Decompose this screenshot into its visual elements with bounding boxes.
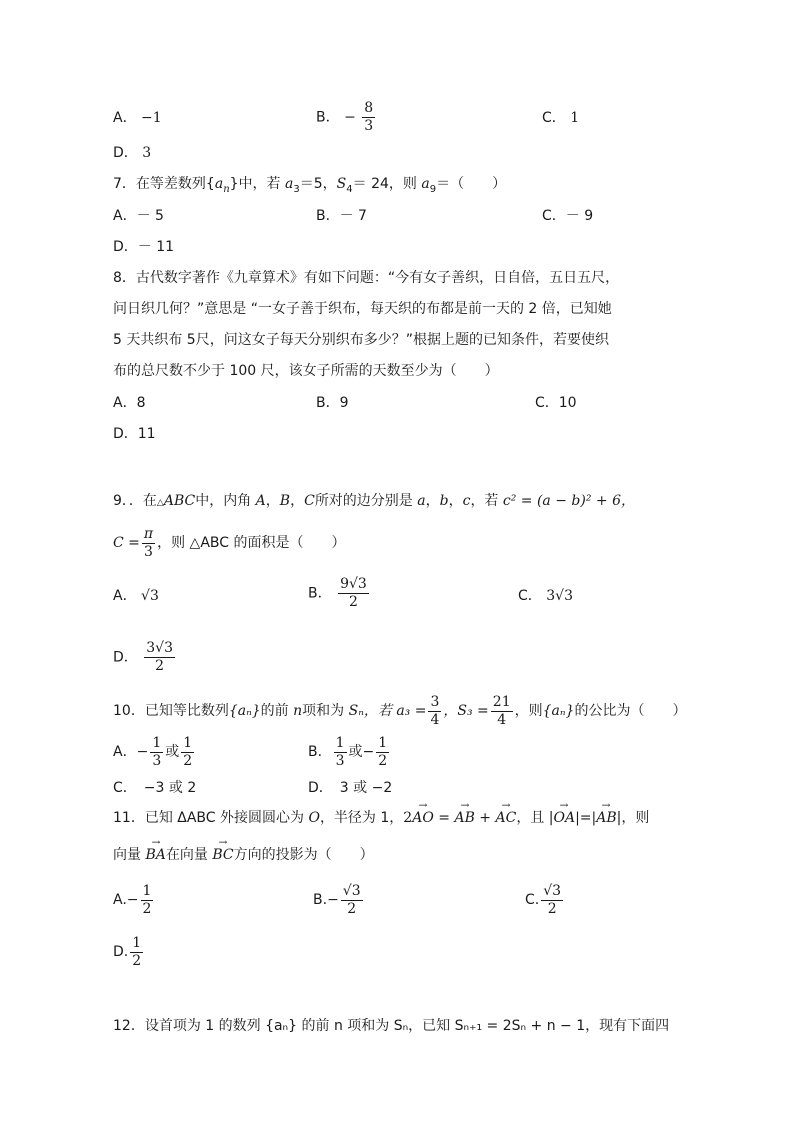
option-label: A． — [113, 588, 137, 604]
q10-option-d: D． 3 或 −2 — [308, 780, 393, 796]
text: ＝ 24，则 — [352, 176, 422, 192]
numerator: 1 — [142, 882, 152, 899]
fraction — [376, 735, 389, 770]
triangle-symbol: △ — [156, 498, 164, 508]
math-var: {aₙ} — [228, 703, 261, 719]
numerator: 1 — [132, 934, 142, 951]
numerator: 8 — [364, 100, 374, 116]
option-sign: − — [327, 892, 339, 908]
vector-ab: → AB — [454, 808, 474, 828]
equation: C = — [113, 535, 140, 551]
vector-bc: → BC — [212, 845, 233, 865]
text: ，且 | — [516, 810, 554, 826]
denominator: 2 — [155, 658, 165, 674]
q8-option-b: B．9 — [316, 395, 349, 411]
question-11-line2 — [113, 845, 374, 865]
denominator: 2 — [348, 594, 358, 610]
fraction — [334, 735, 347, 770]
numerator: 1 — [152, 734, 162, 751]
numerator: 1 — [335, 734, 345, 751]
text: 的前 — [260, 703, 294, 719]
question-11-line1 — [113, 808, 649, 828]
q6-option-d — [113, 143, 151, 163]
option-label: C. — [525, 892, 540, 908]
text: 11．已知 ΔABC 外接圆圆心为 — [113, 810, 309, 826]
q8-option-c: C．10 — [535, 395, 577, 411]
math-var: a — [214, 176, 224, 192]
math-var: B — [279, 493, 291, 509]
fraction — [181, 735, 194, 770]
option-label: B. — [313, 892, 328, 908]
math-var: a — [285, 176, 294, 192]
fraction — [144, 640, 175, 675]
q10-option-c: C． −3 或 2 — [113, 780, 197, 796]
q11-option-a — [113, 880, 155, 920]
fraction — [338, 576, 369, 611]
fraction — [491, 694, 513, 729]
numerator: 1 — [378, 734, 388, 751]
math-var: n — [293, 703, 303, 719]
equation: ，若 a₃ = — [363, 703, 427, 719]
math-var: a — [417, 493, 426, 509]
text: ，则 — [514, 703, 543, 719]
text: 7．在等差数列{ — [113, 176, 215, 192]
vector-ba: → BA — [145, 845, 165, 865]
math-var: b — [439, 493, 449, 509]
numerator: π — [143, 525, 154, 542]
text: 或 — [165, 744, 180, 760]
q7-option-d: D．－ 11 — [113, 239, 175, 255]
q10-option-b — [308, 732, 391, 772]
fraction — [150, 735, 163, 770]
text: 方向的投影为（ ） — [233, 847, 374, 863]
text: }中，若 — [229, 176, 285, 192]
math-var: {aₙ} — [542, 703, 575, 719]
question-9-line2 — [113, 523, 346, 563]
vector-ac: → AC — [496, 808, 517, 828]
vector-oa: → OA — [554, 808, 576, 828]
option-label: C． — [542, 110, 566, 126]
option-label: A． — [113, 744, 137, 760]
numerator: √3 — [342, 882, 361, 899]
denominator: 3 — [152, 752, 162, 769]
q11-option-b — [313, 880, 365, 920]
option-sign: − — [126, 892, 139, 908]
text: 项和为 — [302, 703, 349, 719]
numerator: 9√3 — [340, 576, 367, 592]
fraction — [428, 694, 441, 729]
text: 在向量 — [165, 847, 213, 863]
text: ＝（ ） — [436, 176, 507, 192]
q9-option-c — [518, 586, 573, 606]
subscript: n — [223, 183, 230, 195]
text: ，半径为 1， — [319, 810, 404, 826]
equation: c² = (a − b)² + 6， — [502, 493, 635, 509]
math-var: S — [336, 176, 347, 192]
equation: ，S₃ = — [443, 703, 489, 719]
option-label: D． — [113, 649, 138, 666]
q7-option-b: B．－ 7 — [316, 208, 367, 224]
math-var: a — [421, 176, 430, 192]
text: 9．．在 — [113, 493, 157, 509]
option-value: −1 — [141, 110, 162, 126]
fraction — [341, 883, 363, 918]
question-8-line4: 布的总尺数不少于 100 尺，该女子所需的天数至少为（ ） — [113, 363, 499, 379]
denominator: 2 — [132, 952, 142, 969]
question-9-line1: 9．．在△ABC中，内角 A，B，C所对的边分别是 a，b，c，若 c² = (a − b)² + 6， — [113, 493, 635, 509]
math-var: Sₙ — [348, 703, 364, 719]
q9-option-b — [308, 576, 371, 611]
text: 中，内角 — [195, 493, 256, 509]
math-var: O — [308, 810, 320, 826]
operator: + — [474, 810, 496, 826]
q7-option-a: A．－ 5 — [113, 208, 164, 224]
question-8-line3: 5 天共织布 5尺，问这女子每天分别织布多少？”根据上题的已知条件，若要使织 — [113, 332, 609, 348]
vector-ab: → AB — [596, 808, 616, 828]
numerator: 1 — [183, 734, 193, 751]
text: 所对的边分别是 — [314, 493, 418, 509]
option-label: C． — [518, 588, 542, 604]
fraction — [130, 935, 143, 970]
text: 10．已知等比数列 — [113, 703, 229, 719]
denominator: 3 — [144, 543, 153, 560]
option-label: B． — [316, 109, 340, 126]
option-value: 3 — [142, 145, 152, 161]
q9-option-d — [113, 640, 177, 675]
q10-option-a — [113, 732, 196, 772]
q7-option-c: C．－ 9 — [542, 208, 594, 224]
text: ，则 △ABC 的面积是（ ） — [157, 535, 346, 551]
question-8-line1: 8．古代数字著作《九章算术》有如下问题：“今有女子善织，日自倍，五日五尺， — [113, 270, 620, 286]
text: ，若 — [470, 493, 503, 509]
option-sign: − — [344, 109, 356, 126]
text: 或− — [348, 744, 375, 760]
question-10-stem — [113, 691, 686, 731]
denominator: 2 — [347, 900, 357, 917]
math-var: A — [255, 493, 266, 509]
operator: = — [433, 810, 455, 826]
q6-option-a — [113, 108, 162, 128]
q11-option-c — [525, 880, 565, 920]
denominator: 2 — [378, 752, 388, 769]
vector-ao: → AO — [412, 808, 434, 828]
operator: |=| — [575, 810, 597, 826]
denominator: 3 — [335, 752, 345, 769]
fraction — [362, 100, 375, 135]
q6-option-c — [542, 108, 579, 128]
option-value: 1 — [570, 110, 580, 126]
option-label: D． — [113, 145, 138, 161]
denominator: 3 — [364, 118, 374, 134]
math-var: C — [304, 493, 315, 509]
fraction — [541, 883, 563, 918]
denominator: 4 — [497, 711, 507, 728]
q6-option-b — [316, 100, 377, 135]
option-label: B． — [308, 585, 332, 602]
math-var: ABC — [163, 493, 196, 509]
denominator: 4 — [430, 711, 440, 728]
option-label: A． — [113, 110, 137, 126]
q8-option-a: A．8 — [113, 395, 146, 411]
question-12-line1: 12．设首项为 1 的数列 {aₙ} 的前 n 项和为 Sₙ，已知 Sₙ₊₁ = 2Sₙ + n − 1，现有下面四 — [113, 1018, 670, 1034]
text: ＝5， — [299, 176, 337, 192]
subscript: 4 — [346, 183, 353, 195]
text: 的公比为（ ） — [574, 703, 687, 719]
q9-option-a — [113, 586, 159, 606]
numerator: 21 — [492, 693, 511, 710]
option-label: B． — [308, 744, 332, 760]
numerator: √3 — [543, 882, 562, 899]
fraction — [142, 526, 155, 561]
text: 向量 — [113, 847, 146, 863]
option-sign: − — [136, 744, 149, 760]
q8-option-d: D．11 — [113, 426, 156, 442]
question-7-stem — [113, 174, 506, 200]
option-label: A. — [113, 892, 127, 908]
denominator: 2 — [142, 900, 152, 917]
q11-option-d — [113, 932, 145, 972]
subscript: 3 — [293, 183, 300, 195]
numerator: 3 — [430, 693, 440, 710]
math-var: c — [462, 493, 471, 509]
subscript: 9 — [429, 183, 437, 195]
question-8-line2: 问日织几何？”意思是 “一女子善于织布，每天织的布都是前一天的 2 倍，已知她 — [113, 301, 612, 317]
fraction — [141, 883, 154, 918]
option-value: 3√3 — [546, 588, 573, 604]
denominator: 2 — [183, 752, 193, 769]
text: |，则 — [616, 810, 650, 826]
option-label: D. — [113, 944, 129, 960]
coefficient: 2 — [403, 810, 413, 826]
numerator: 3√3 — [146, 640, 173, 656]
denominator: 2 — [547, 900, 557, 917]
option-value: √3 — [141, 588, 159, 604]
